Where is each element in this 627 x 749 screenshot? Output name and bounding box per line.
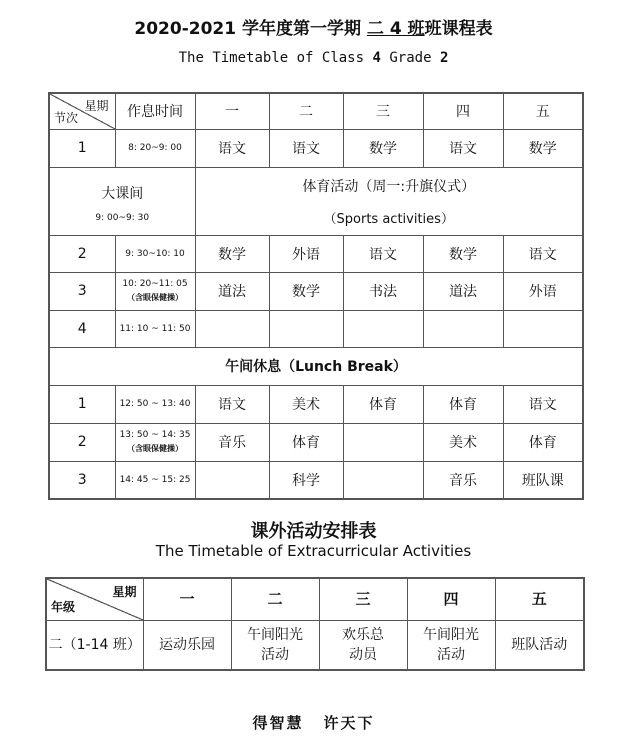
period-time-text: 14: 45 ~ 15: 25	[119, 474, 191, 485]
period-time	[115, 423, 195, 461]
lesson-cell: 道法	[195, 272, 269, 310]
table-row	[49, 461, 583, 499]
class-timetable	[48, 92, 584, 500]
big-break-row	[49, 167, 583, 235]
lesson-cell	[423, 310, 503, 347]
lesson-cell: 数学	[503, 129, 583, 167]
lesson-cell	[195, 310, 269, 347]
school-motto	[0, 712, 627, 733]
period-time	[115, 461, 195, 499]
period-time	[115, 235, 195, 272]
period-number: 3	[49, 461, 115, 499]
subtitle-class: 4	[372, 50, 381, 66]
page-subtitle	[0, 50, 627, 66]
title-year-term: 2020-2021 学年度第一学期	[134, 19, 367, 39]
motto-left: 得智慧	[252, 714, 304, 732]
extracurricular-table	[45, 577, 585, 671]
period-time-text: 13: 50 ~ 14: 35	[119, 430, 191, 440]
extracurricular-corner-cell	[46, 578, 143, 620]
day-header-thu: 四	[423, 93, 503, 129]
corner-weekday-label: 星期	[84, 99, 109, 113]
lesson-cell: 音乐	[423, 461, 503, 499]
table-row	[49, 272, 583, 310]
subtitle-mid: Grade	[380, 50, 440, 66]
lesson-cell: 美术	[423, 423, 503, 461]
period-number: 1	[49, 129, 115, 167]
period-time-text: 9: 30~10: 10	[125, 248, 185, 259]
period-time	[115, 385, 195, 423]
lesson-cell: 语文	[423, 129, 503, 167]
lesson-cell: 科学	[269, 461, 343, 499]
eye-exercise-note: （含眼保健操）	[127, 444, 183, 453]
lesson-cell: 语文	[503, 385, 583, 423]
day-header-tue: 二	[231, 578, 319, 620]
lesson-cell: 语文	[343, 235, 423, 272]
lesson-cell	[343, 310, 423, 347]
lesson-cell: 书法	[343, 272, 423, 310]
period-time	[115, 272, 195, 310]
period-number: 2	[49, 235, 115, 272]
period-number: 3	[49, 272, 115, 310]
timetable-header-row	[49, 93, 583, 129]
lesson-cell: 体育	[423, 385, 503, 423]
day-header-fri: 五	[503, 93, 583, 129]
extracurricular-subtitle: The Timetable of Extracurricular Activities	[155, 542, 472, 560]
activity-line: 班队活动	[511, 636, 568, 653]
period-number: 1	[49, 385, 115, 423]
corner-period-label: 节次	[54, 110, 79, 125]
motto-right: 许天下	[323, 714, 375, 732]
lesson-cell: 语文	[195, 385, 269, 423]
activity-cell	[407, 620, 495, 670]
grade-cell: 二（1-14 班）	[46, 620, 143, 670]
title-class: 二 4 班	[366, 19, 425, 39]
timetable-corner-cell	[49, 93, 115, 129]
time-header: 作息时间	[115, 93, 195, 129]
lesson-cell: 体育	[269, 423, 343, 461]
activity-line: 活动	[261, 646, 289, 663]
lesson-cell	[503, 310, 583, 347]
table-row	[49, 385, 583, 423]
period-time	[115, 310, 195, 347]
day-header-wed: 三	[343, 93, 423, 129]
period-time-text: 11: 10 ~ 11: 50	[119, 323, 191, 334]
activity-line: 运动乐园	[159, 636, 215, 653]
big-break-cell	[49, 167, 195, 235]
activity-line: 活动	[437, 646, 465, 663]
table-row	[49, 129, 583, 167]
big-break-label: 大课间	[101, 186, 144, 202]
lesson-cell: 外语	[503, 272, 583, 310]
sports-activity-label: 体育活动（周一:升旗仪式）	[302, 178, 476, 195]
table-row	[46, 620, 584, 670]
period-number: 2	[49, 423, 115, 461]
lesson-cell: 数学	[423, 235, 503, 272]
activity-line: 欢乐总	[342, 626, 384, 643]
lesson-cell: 语文	[503, 235, 583, 272]
day-header-wed: 三	[319, 578, 407, 620]
activity-cell	[143, 620, 231, 670]
period-time: 8: 20~9: 00	[115, 129, 195, 167]
activity-line: 午间阳光	[423, 626, 479, 643]
big-break-time: 9: 00~9: 30	[95, 213, 150, 223]
extracurricular-title: 课外活动安排表	[250, 521, 377, 542]
lesson-cell: 美术	[269, 385, 343, 423]
lesson-cell: 数学	[269, 272, 343, 310]
page-title	[0, 14, 627, 39]
lesson-cell	[269, 310, 343, 347]
extracurricular-header-row	[46, 578, 584, 620]
title-suffix: 班课程表	[424, 19, 493, 39]
lesson-cell: 班队课	[503, 461, 583, 499]
lesson-cell: 语文	[195, 129, 269, 167]
lunch-break-label: 午间休息（Lunch Break）	[49, 347, 583, 385]
activity-line: 午间阳光	[247, 626, 303, 643]
period-time-text: 12: 50 ~ 13: 40	[119, 399, 191, 409]
day-header-tue: 二	[269, 93, 343, 129]
day-header-mon: 一	[143, 578, 231, 620]
lesson-cell: 外语	[269, 235, 343, 272]
corner-grade-label: 年级	[51, 599, 76, 614]
lesson-cell: 体育	[503, 423, 583, 461]
activity-line: 动员	[349, 646, 377, 663]
eye-exercise-note: （含眼保健操）	[127, 293, 183, 302]
subtitle-grade: 2	[439, 50, 449, 66]
sports-activity-cell	[195, 167, 583, 235]
sports-activity-en: （Sports activities）	[323, 211, 454, 227]
activity-cell	[495, 620, 584, 670]
table-row	[49, 423, 583, 461]
day-header-fri: 五	[495, 578, 584, 620]
corner-weekday-label: 星期	[112, 585, 137, 599]
lesson-cell	[343, 423, 423, 461]
lesson-cell: 数学	[343, 129, 423, 167]
table-row	[49, 310, 583, 347]
period-time-text: 10: 20~11: 05	[122, 279, 188, 289]
lesson-cell: 道法	[423, 272, 503, 310]
period-number: 4	[49, 310, 115, 347]
lesson-cell: 音乐	[195, 423, 269, 461]
lesson-cell: 数学	[195, 235, 269, 272]
activity-cell	[231, 620, 319, 670]
activity-cell	[319, 620, 407, 670]
lesson-cell	[195, 461, 269, 499]
lesson-cell	[343, 461, 423, 499]
lesson-cell: 语文	[269, 129, 343, 167]
lesson-cell: 体育	[343, 385, 423, 423]
table-row	[49, 235, 583, 272]
day-header-mon: 一	[195, 93, 269, 129]
day-header-thu: 四	[407, 578, 495, 620]
subtitle-pre: The Timetable of Class	[178, 50, 373, 66]
lunch-break-row	[49, 347, 583, 385]
